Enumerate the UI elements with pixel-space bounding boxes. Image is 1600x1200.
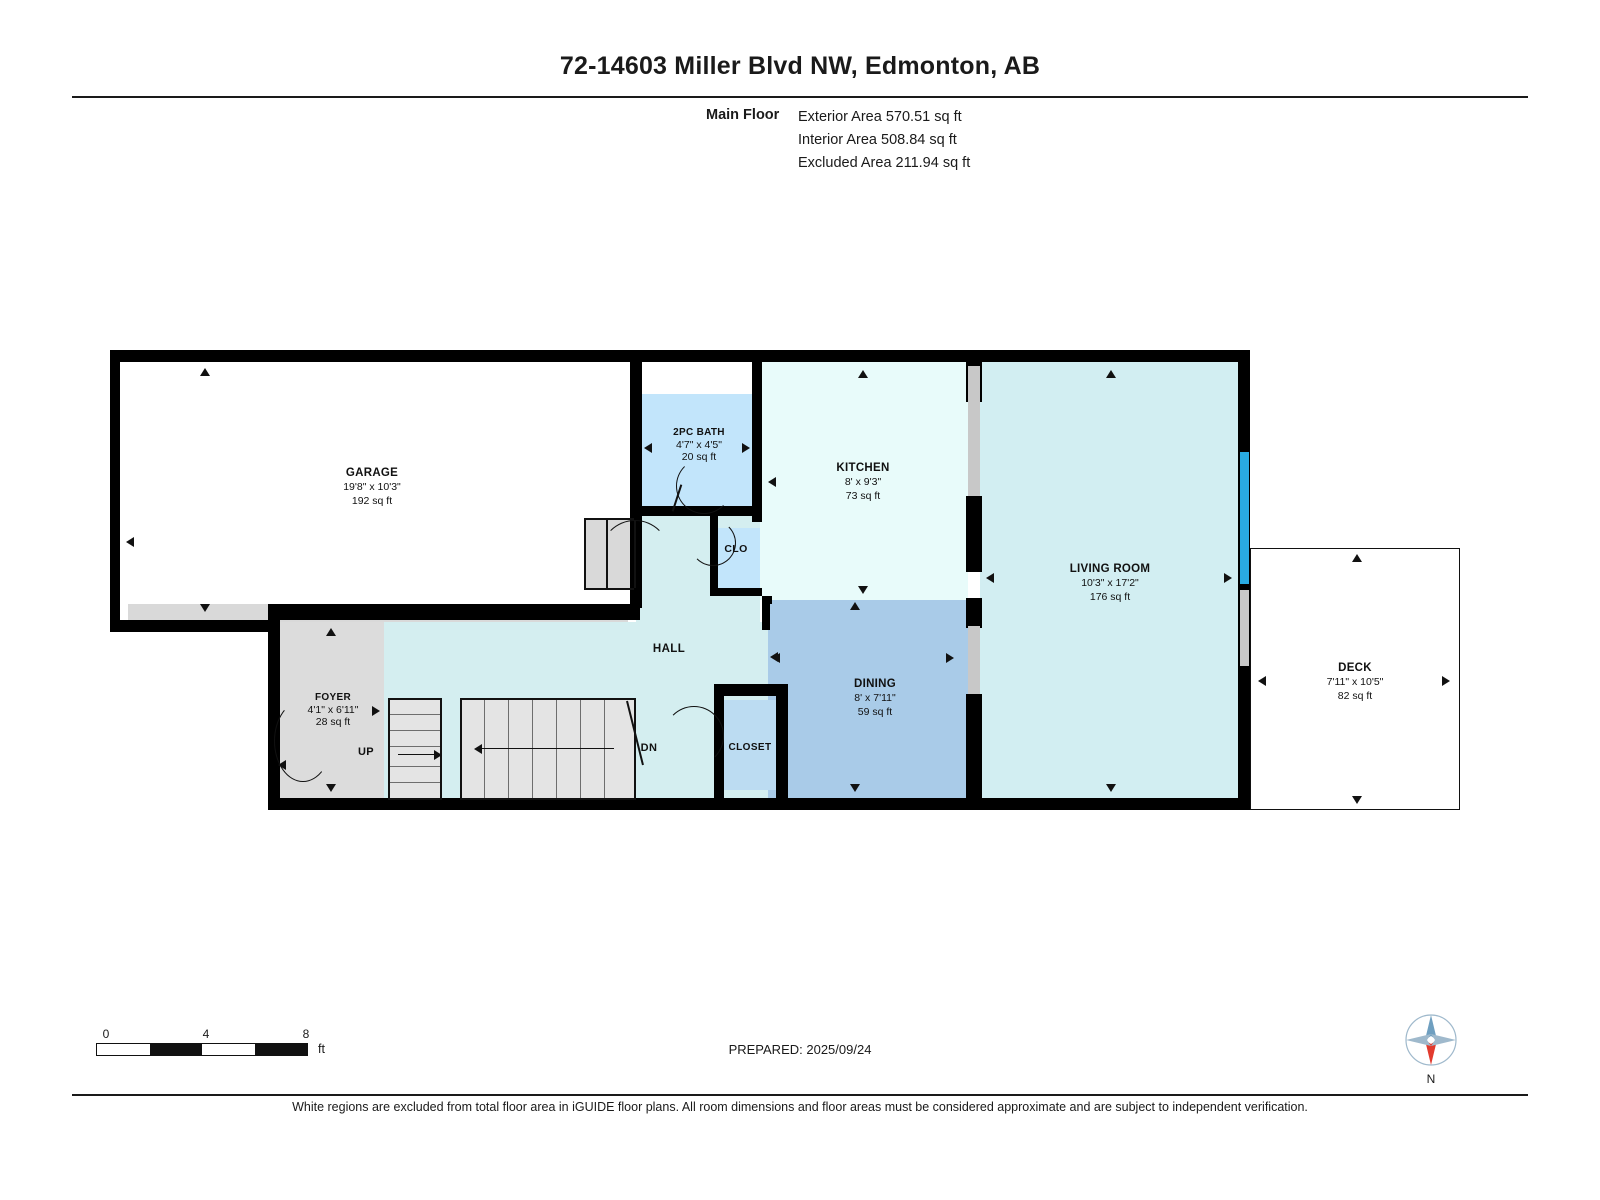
scale-tick-0: 0 xyxy=(102,1027,110,1041)
room-area-kitchen: 73 sq ft xyxy=(845,490,881,502)
wall-foyer-left xyxy=(268,620,280,810)
room-area-bath: 20 sq ft xyxy=(681,451,717,463)
scale-tick-4: 4 xyxy=(202,1027,210,1041)
room-area-living: 176 sq ft xyxy=(1089,591,1131,603)
stair-arrow-dn-line xyxy=(482,748,614,749)
room-area-dining: 59 sq ft xyxy=(857,706,893,718)
stairs-up-label: UP xyxy=(357,746,375,758)
room-dims-foyer: 4'1" x 6'11" xyxy=(307,704,359,716)
wall-clo-bottom xyxy=(710,588,762,596)
room-label-deck xyxy=(1327,661,1384,703)
scale-ticks xyxy=(96,1027,308,1043)
room-dims-dining: 8' x 7'11" xyxy=(854,692,896,704)
room-label-foyer xyxy=(308,692,359,728)
extent-arrow-dining-right xyxy=(946,653,954,663)
door-arc-bath xyxy=(676,458,732,514)
wall-garage-bottom xyxy=(110,620,280,632)
extent-arrow-dining-bottom xyxy=(850,784,860,792)
room-label-hall: HALL xyxy=(652,643,686,655)
room-name-garage: GARAGE xyxy=(345,467,399,479)
stair-tread-up-4 xyxy=(390,766,440,767)
stairs-dn-frame-bottom xyxy=(460,798,636,800)
room-dims-bath: 4'7" x 4'5" xyxy=(676,439,722,451)
excluded-area: Excluded Area 211.94 sq ft xyxy=(798,155,971,171)
extent-arrow-foyer-bottom xyxy=(326,784,336,792)
page-title: 72-14603 Miller Blvd NW, Edmonton, AB xyxy=(559,52,1041,80)
extent-arrow-dining-top xyxy=(850,602,860,610)
prepared-date: PREPARED: 2025/09/24 xyxy=(728,1042,872,1057)
room-label-closet: CLOSET xyxy=(728,742,772,753)
compass-icon xyxy=(1396,1010,1466,1070)
extent-arrow-kitchen-top xyxy=(858,370,868,378)
room-area-foyer: 28 sq ft xyxy=(315,716,351,728)
compass-north-label: N xyxy=(1426,1072,1436,1086)
window-dining-right xyxy=(968,626,980,696)
extent-arrow-garage-bottom xyxy=(200,604,210,612)
room-dims-living: 10'3" x 17'2" xyxy=(1081,577,1139,589)
interior-area: Interior Area 508.84 sq ft xyxy=(798,132,957,148)
stairs-up-frame-bottom xyxy=(388,798,442,800)
room-name-living: LIVING ROOM xyxy=(1069,563,1151,575)
exterior-area: Exterior Area 570.51 sq ft xyxy=(798,109,962,125)
scale-tick-8: 8 xyxy=(302,1027,310,1041)
room-label-bath xyxy=(673,427,725,463)
window-living-right-upper xyxy=(1240,452,1249,584)
wall-dining-living-2 xyxy=(966,694,982,804)
extent-arrow-living-top xyxy=(1106,370,1116,378)
compass-rose xyxy=(1396,1010,1466,1090)
wall-dining-living xyxy=(966,598,982,628)
wall-kitchen-living-2 xyxy=(966,496,982,572)
stairs-up-frame-right xyxy=(440,698,442,800)
garage-door-frame-top xyxy=(584,518,634,520)
stair-tread-up-1 xyxy=(390,714,440,715)
room-label-living xyxy=(1070,562,1151,604)
wall-hall-dining xyxy=(762,596,770,630)
stair-arrow-dn-head xyxy=(474,744,482,754)
room-label-garage xyxy=(343,466,401,508)
extent-arrow-bath-left xyxy=(644,443,652,453)
door-leaf-garage xyxy=(634,520,636,588)
extent-arrow-kitchen-bottom xyxy=(858,586,868,594)
extent-arrow-deck-left xyxy=(1258,676,1266,686)
extent-arrow-deck-top xyxy=(1352,554,1362,562)
extent-arrow-foyer-right xyxy=(372,706,380,716)
wall-bath-right xyxy=(752,362,762,522)
extent-arrow-foyer-left xyxy=(278,760,286,770)
window-living-right-lower xyxy=(1240,590,1249,666)
room-area-garage: 192 sq ft xyxy=(351,495,393,507)
garage-door-frame-left xyxy=(584,518,586,590)
room-name-bath: 2PC BATH xyxy=(673,427,725,438)
stairs-up-frame-top xyxy=(388,698,442,700)
extent-arrow-garage-left xyxy=(126,537,134,547)
extent-arrow-foyer-top xyxy=(326,628,336,636)
stairs-dn-frame-left xyxy=(460,698,462,800)
room-label-dining xyxy=(854,677,896,719)
room-label-kitchen xyxy=(836,461,889,503)
footer-divider xyxy=(72,1094,1528,1096)
wall-garage-left xyxy=(110,350,120,632)
room-name-kitchen: KITCHEN xyxy=(836,462,890,474)
stairs-dn-frame-top xyxy=(460,698,636,700)
extent-arrow-deck-right xyxy=(1442,676,1450,686)
stairs-dn-frame-right xyxy=(634,698,636,800)
extent-arrow-deck-bottom xyxy=(1352,796,1362,804)
room-dims-garage: 19'8" x 10'3" xyxy=(343,481,401,493)
extent-arrow-garage-top xyxy=(200,368,210,376)
stairs-dn-label: DN xyxy=(640,742,658,754)
room-dims-kitchen: 8' x 9'3" xyxy=(844,476,882,488)
floor-label: Main Floor xyxy=(706,107,780,123)
wall-exterior-bottom xyxy=(268,798,1250,810)
room-name-foyer: FOYER xyxy=(315,692,351,703)
window-kitchen-right xyxy=(968,366,980,496)
extent-arrow-kitchen-left xyxy=(768,477,776,487)
extent-arrow-bath-right xyxy=(742,443,750,453)
door-arc-closet xyxy=(664,706,724,766)
room-name-deck: DECK xyxy=(1338,662,1372,674)
wall-exterior-top xyxy=(110,350,1250,362)
room-area-deck: 82 sq ft xyxy=(1337,690,1373,702)
room-label-clo: CLO xyxy=(724,543,748,555)
extent-arrow-living-left xyxy=(986,573,994,583)
stair-tread-up-3 xyxy=(390,746,440,747)
scale-unit-label: ft xyxy=(318,1042,325,1056)
stair-tread-up-5 xyxy=(390,782,440,783)
wall-closet-right xyxy=(776,684,788,804)
room-dims-deck: 7'11" x 10'5" xyxy=(1326,676,1384,688)
extent-arrow-hall-left xyxy=(770,652,778,662)
stair-arrow-up-line xyxy=(398,754,438,755)
stair-tread-up-2 xyxy=(390,730,440,731)
disclaimer-text: White regions are excluded from total floor area in iGUIDE floor plans. All room dimensions and floor areas must be considered approximate and are subject to independent verification. xyxy=(292,1100,1308,1114)
extent-arrow-living-bottom xyxy=(1106,784,1116,792)
stair-arrow-up-head xyxy=(434,750,442,760)
extent-arrow-living-right xyxy=(1224,573,1232,583)
wall-garage-bottom2 xyxy=(268,604,640,620)
room-name-dining: DINING xyxy=(853,678,897,690)
